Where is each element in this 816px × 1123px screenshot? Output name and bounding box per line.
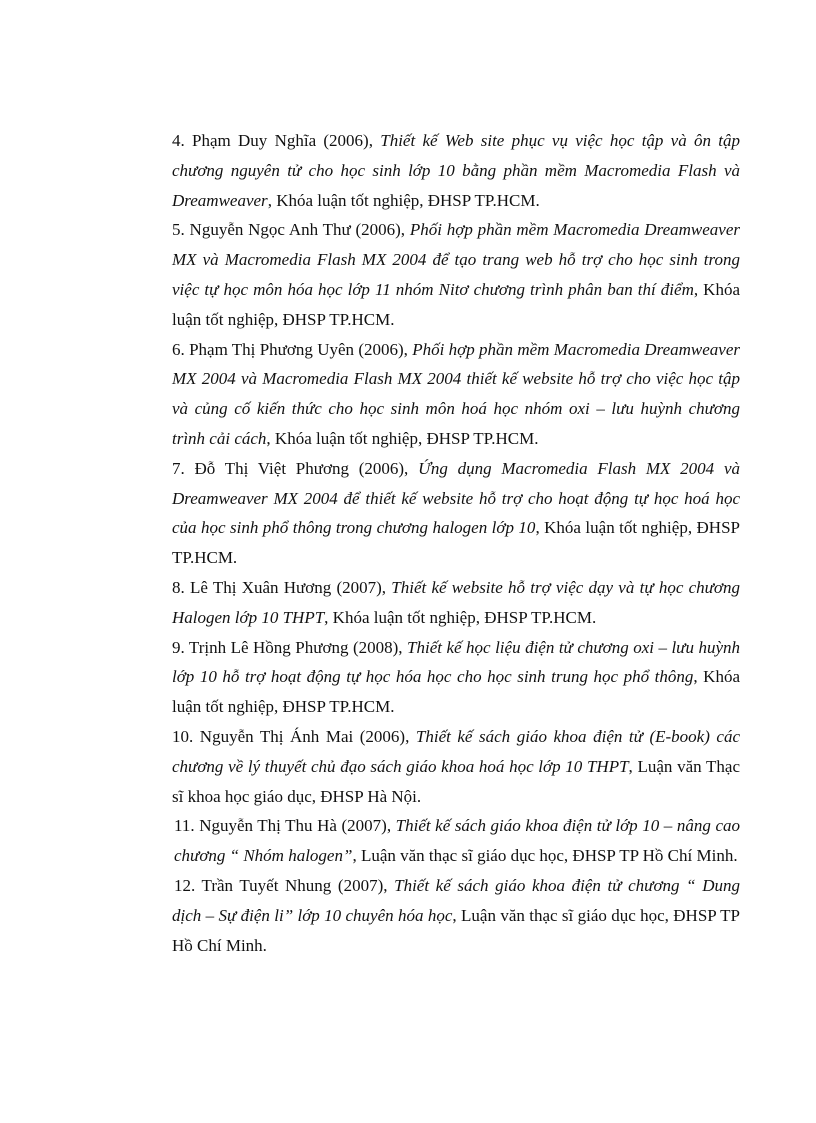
reference-title: Thiết kế Web site phục vụ việc học tập và ôn tập chương nguyên tử cho học sinh lớp 10 bằng phần mềm Macromedia Flash và Dreamweaver: [172, 131, 740, 210]
reference-item-7: [172, 454, 740, 573]
reference-author-year: 10. Nguyễn Thị Ánh Mai (2006),: [172, 726, 416, 746]
reference-author-year: 4. Phạm Duy Nghĩa (2006),: [172, 131, 381, 150]
reference-author-year: 5. Nguyễn Ngọc Anh Thư (2006),: [172, 220, 410, 240]
reference-item-12: [160, 871, 740, 960]
reference-source: , Khóa luận tốt nghiệp, ĐHSP TP.HCM.: [172, 518, 740, 568]
reference-item-6: [172, 335, 740, 454]
reference-title: Phối hợp phần mềm Macromedia Dreamweaver MX 2004 và Macromedia Flash MX 2004 thiết kế website hỗ trợ cho việc học tập và củng cố kiến thức cho học sinh môn hoá học nhóm oxi – lưu huỳnh chương trình cải cách: [172, 339, 740, 448]
reference-item-9: [172, 633, 740, 722]
reference-author-year: 8. Lê Thị Xuân Hương (2007),: [172, 577, 392, 597]
reference-item-5: [172, 215, 740, 334]
reference-title: Thiết kế sách giáo khoa điện tử chương “ Dung dịch – Sự điện li” lớp 10 chuyên hóa học: [172, 875, 740, 925]
reference-source: , Khóa luận tốt nghiệp, ĐHSP TP.HCM.: [267, 190, 540, 210]
reference-title: Thiết kế sách giáo khoa điện tử (E-book) các chương về lý thuyết chủ đạo sách giáo khoa hoá học lớp 10 THPT: [172, 726, 740, 776]
reference-author-year: 6. Phạm Thị Phương Uyên (2006),: [172, 339, 413, 359]
reference-item-11: [174, 811, 740, 871]
reference-source: , Khóa luận tốt nghiệp, ĐHSP TP.HCM.: [324, 607, 597, 627]
reference-author-year: 11. Nguyễn Thị Thu Hà (2007),: [174, 816, 396, 836]
reference-title: Thiết kế website hỗ trợ việc dạy và tự học chương Halogen lớp 10 THPT: [172, 577, 741, 627]
reference-title: Ứng dụng Macromedia Flash MX 2004 và Dreamweaver MX 2004 để thiết kế website hỗ trợ cho hoạt động tự học hoá học của học sinh phổ thông trong chương halogen lớp 10: [172, 458, 740, 538]
reference-list: [172, 126, 740, 960]
reference-author-year: 12. Trần Tuyết Nhung (2007),: [174, 875, 395, 895]
reference-item-4: [172, 126, 740, 215]
reference-source: , Khóa luận tốt nghiệp, ĐHSP TP.HCM.: [172, 667, 740, 717]
reference-item-8: [172, 573, 740, 633]
reference-title: Thiết kế học liệu điện tử chương oxi – lưu huỳnh lớp 10 hỗ trợ hoạt động tự học hóa học cho học sinh trung học phổ thông: [172, 637, 740, 687]
reference-author-year: 7. Đỗ Thị Việt Phương (2006),: [172, 458, 419, 478]
reference-source: , Khóa luận tốt nghiệp, ĐHSP TP.HCM.: [172, 279, 740, 329]
reference-source: , Luận văn Thạc sĩ khoa học giáo dục, ĐHSP Hà Nội.: [172, 756, 740, 806]
reference-source: , Luận văn thạc sĩ giáo dục học, ĐHSP TP Hồ Chí Minh.: [172, 905, 740, 955]
reference-item-10: [172, 722, 740, 811]
reference-title: Phối hợp phần mềm Macromedia Dreamweaver MX và Macromedia Flash MX 2004 để tạo trang web hỗ trợ cho học sinh trong việc tự học môn hóa học lớp 11 nhóm Nitơ chương trình phân ban thí điểm: [172, 220, 740, 299]
reference-author-year: 9. Trịnh Lê Hồng Phương (2008),: [172, 637, 408, 657]
reference-source: , Luận văn thạc sĩ giáo dục học, ĐHSP TP Hồ Chí Minh.: [352, 846, 738, 866]
reference-title: Thiết kế sách giáo khoa điện tử lớp 10 – nâng cao chương “ Nhóm halogen”: [174, 816, 740, 866]
reference-source: , Khóa luận tốt nghiệp, ĐHSP TP.HCM.: [266, 428, 539, 448]
